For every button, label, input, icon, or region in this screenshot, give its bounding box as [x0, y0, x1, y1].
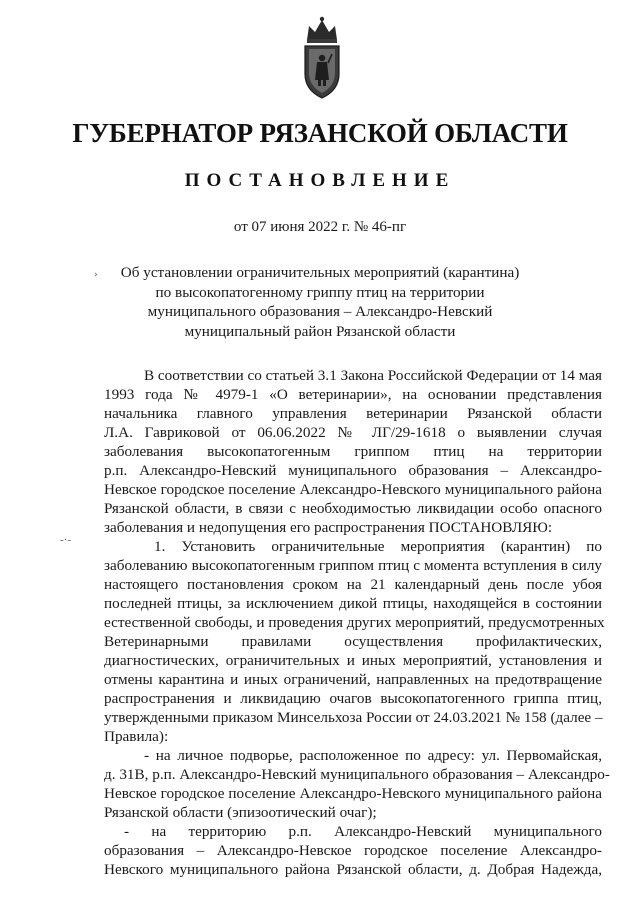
body-line: заболевания высокопатогенным гриппом птиц на территории: [104, 443, 602, 460]
authority-title: ГУБЕРНАТОР РЯЗАНСКОЙ ОБЛАСТИ: [72, 118, 568, 148]
body-line: р.п. Александро-Невский муниципального образования – Александро-: [104, 462, 602, 479]
document-date-number: от 07 июня 2022 г. № 46-пг: [233, 219, 407, 235]
body-line: заболеванию высокопатогенным гриппом птиц с момента вступления в силу: [104, 557, 602, 574]
document-subject: [100, 263, 540, 341]
body-line: Рязанской области, в связи с необходимостью ликвидации особо опасного: [104, 500, 602, 517]
document-body: [104, 366, 610, 879]
body-line: настоящего постановления сроком на 21 календарный день после убоя: [104, 576, 602, 593]
body-line: естественной свободы, и проведения других мероприятий, предусмотренных: [104, 614, 605, 631]
body-line: Невское городское поселение Александро-Невского муниципального района: [104, 785, 602, 802]
document-type: ПОСТАНОВЛЕНИЕ: [184, 170, 456, 191]
body-line: начальника главного управления ветеринарии Рязанской области: [104, 405, 602, 422]
body-line: Невского муниципального района Рязанской области, д. Добрая Надежда,: [104, 861, 602, 878]
scan-mark: -·-: [60, 534, 71, 546]
body-line: распространения и ликвидацию очагов высокопатогенного гриппа птиц,: [104, 690, 602, 707]
body-line: 1. Установить ограничительные мероприятия (карантин) по: [154, 538, 602, 555]
body-line: 1993 года № 4979-1 «О ветеринарии», на основании представления: [104, 386, 602, 403]
scan-mark: ›: [94, 268, 98, 280]
body-line: Ветеринарными правилами осуществления профилактических,: [104, 633, 602, 650]
body-line: заболевания и недопущения его распространения ПОСТАНОВЛЯЮ:: [104, 519, 553, 536]
body-line: последней птицы, за исключением дикой птицы, находящейся в состоянии: [104, 595, 602, 612]
body-line: образования – Александро-Невское городское поселение Александро-: [104, 842, 602, 859]
body-line: диагностических, ограничительных и иных мероприятий, установления и: [104, 652, 602, 669]
body-line: Л.А. Гавриковой от 06.06.2022 № ЛГ/29-1618 о выявлении случая: [104, 424, 602, 441]
body-line: В соответствии со статьей 3.1 Закона Российской Федерации от 14 мая: [144, 367, 603, 384]
body-line: Рязанской области (эпизоотический очаг);: [104, 804, 377, 821]
body-line: Правила):: [104, 728, 169, 745]
subject-line: муниципальный район Рязанской области: [184, 322, 456, 340]
body-line: - на территорию р.п. Александро-Невский муниципального: [124, 823, 602, 840]
body-line: Невское городское поселение Александро-Невского муниципального района: [104, 481, 602, 498]
subject-line: Об установлении ограничительных мероприятий (карантина): [120, 264, 520, 281]
body-line: отмены карантина и иных ограничений, направленных на предотвращение: [104, 671, 602, 688]
subject-line: по высокопатогенному гриппу птиц на территории: [155, 283, 485, 301]
body-line: - на личное подворье, расположенное по адресу: ул. Первомайская,: [144, 747, 602, 764]
body-line: утвержденными приказом Минсельхоза России от 24.03.2021 № 158 (далее –: [104, 709, 603, 726]
ryazan-coat-of-arms-icon: [297, 14, 347, 102]
subject-line: муниципального образования – Александро-Невский: [147, 303, 493, 320]
body-line: д. 31В, р.п. Александро-Невский муниципального образования – Александро-: [104, 766, 610, 783]
